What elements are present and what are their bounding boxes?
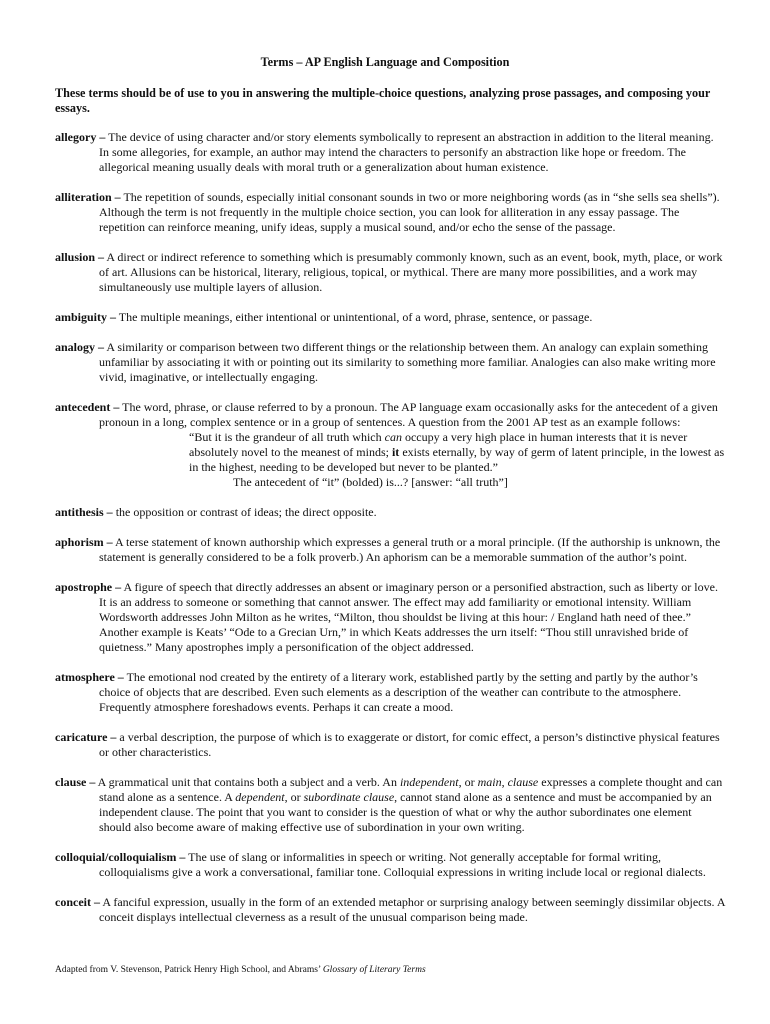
footer-text: Adapted from V. Stevenson, Patrick Henry High School, and Abrams’ xyxy=(55,965,323,975)
term: antecedent – xyxy=(55,400,120,414)
definition: the opposition or contrast of ideas; the direct opposite. xyxy=(112,505,377,519)
term: colloquial/colloquialism – xyxy=(55,850,186,864)
entry-conceit xyxy=(55,895,725,925)
term: allusion – xyxy=(55,250,105,264)
definition: a verbal description, the purpose of which is to exaggerate or distort, for comic effect, a person’s distinctive physical features or other characteristics. xyxy=(99,730,720,759)
quote-bold: it xyxy=(391,445,400,459)
definition: The emotional nod created by the entirety of a literary work, established partly by the setting and partly by the author’s choice of objects that are described. Even such elements as a description of the weather can contribute to the atmosphere. Frequently atmosphere foreshadows events. Perhaps it can create a mood. xyxy=(99,670,698,714)
term: allegory – xyxy=(55,130,106,144)
definition: The use of slang or informalities in speech or writing. Not generally acceptable for formal writing, colloquialisms give a work a conversational, familiar tone. Colloquial expressions in writing include local or regional dialects. xyxy=(99,850,706,879)
definition: The device of using character and/or story elements symbolically to represent an abstraction in addition to the literal meaning. In some allegories, for example, an author may intend the characters to personify an abstraction like hope or freedom. The allegorical meaning usually deals with moral truth or a generalization about human existence. xyxy=(99,130,714,174)
entry-ambiguity xyxy=(55,310,725,325)
definition: A terse statement of known authorship which expresses a general truth or a moral principle. (If the authorship is unknown, the statement is generally considered to be a folk proverb.) An aphorism can be a memorable summation of the author’s point. xyxy=(99,535,721,564)
term: clause – xyxy=(55,775,96,789)
quote-answer: The antecedent of “it” (bolded) is...? [answer: “all truth”] xyxy=(233,475,508,489)
entry-allegory xyxy=(55,130,725,175)
definition-italic: dependent xyxy=(235,790,285,804)
definition: A figure of speech that directly addresses an absent or imaginary person or a personified abstraction, such as liberty or love. It is an address to someone or something that cannot answer. The effect may add familiarity or emotional intensity. William Wordsworth addresses John Milton as he writes, “Milton, thou shouldst be living at this hour: / England hath need of thee.” Another example is Keats’ “Ode to a Grecian Urn,” in which Keats addresses the urn itself: “Thou still unravished bride of quietness.” Many apostrophes imply a personification of the object addressed. xyxy=(99,580,718,654)
term: analogy – xyxy=(55,340,105,354)
entry-atmosphere xyxy=(55,670,725,715)
term: ambiguity – xyxy=(55,310,117,324)
definition-italic: clause xyxy=(507,775,539,789)
quote-text: occupy a very high place in human interests that it is never absolutely novel to the meanest of minds; xyxy=(189,430,688,459)
definition-italic: main xyxy=(477,775,502,789)
entry-analogy xyxy=(55,340,725,385)
definition: A direct or indirect reference to something which is presumably commonly known, such as an event, book, myth, place, or work of art. Allusions can be historical, literary, religious, topical, or mythical. There are many more possibilities, and a work may simultaneously use multiple layers of allusion. xyxy=(99,250,723,294)
term: atmosphere – xyxy=(55,670,124,684)
term: apostrophe – xyxy=(55,580,122,594)
entry-caricature xyxy=(55,730,725,760)
entry-colloquialism xyxy=(55,850,725,880)
definition: The word, phrase, or clause referred to by a pronoun. The AP language exam occasionally asks for the antecedent of a given pronoun in a long, complex sentence or in a group of sentences. A question from the 2001 AP test as an example follows: xyxy=(99,400,718,429)
entry-aphorism xyxy=(55,535,725,565)
term: alliteration – xyxy=(55,190,121,204)
term: aphorism – xyxy=(55,535,113,549)
intro-paragraph: These terms should be of use to you in answering the multiple-choice questions, analyzing prose passages, and composing your essays. xyxy=(55,86,711,115)
definition-italic: independent xyxy=(399,775,459,789)
definition: A grammatical unit that contains both a subject and a verb. An xyxy=(95,775,400,789)
definition: A fanciful expression, usually in the form of an extended metaphor or surprising analogy between seemingly dissimilar objects. A conceit displays intellectual cleverness as a result of the unusual comparison being made. xyxy=(99,895,725,924)
entry-allusion xyxy=(55,250,725,295)
quote-italic: can xyxy=(384,430,402,444)
definition: , or xyxy=(458,775,478,789)
entry-alliteration xyxy=(55,190,725,235)
quote-text: exists eternally, by way of germ of latent principle, in the lowest as in the highest, needing to be developed but never to be planted.” xyxy=(189,445,725,474)
definition: , or xyxy=(284,790,304,804)
definition: expresses a complete thought and can stand alone as a sentence. A xyxy=(99,775,723,804)
entry-antithesis xyxy=(55,505,725,520)
entry-clause xyxy=(55,775,725,835)
page-title: Terms – AP English Language and Composition xyxy=(260,55,510,69)
definition: A similarity or comparison between two different things or the relationship between them. An analogy can explain something unfamiliar by associating it with or pointing out its similarity to something more familiar. Analogies can also make writing more vivid, imaginative, or intellectually engaging. xyxy=(99,340,716,384)
entry-apostrophe xyxy=(55,580,725,655)
definition: , cannot stand alone as a sentence and must be accompanied by an independent clause. The point that you want to consider is the question of what or why the author subordinates one element should also become aware of making effective use of subordination in your own writing. xyxy=(99,790,712,834)
footer-citation xyxy=(55,964,426,976)
definition: The multiple meanings, either intentional or unintentional, of a word, phrase, sentence, or passage. xyxy=(116,310,593,324)
antecedent-quote xyxy=(99,430,725,490)
definition-italic: subordinate clause xyxy=(303,790,395,804)
definition: The repetition of sounds, especially initial consonant sounds in two or more neighboring words (as in “she sells sea shells”). Although the term is not frequently in the multiple choice section, you can look for alliteration in any essay passage. The repetition can reinforce meaning, unify ideas, supply a musical sound, and/or echo the sense of the passage. xyxy=(99,190,720,234)
quote-text: “But it is the grandeur of all truth which xyxy=(189,430,385,444)
term: conceit – xyxy=(55,895,100,909)
term: caricature – xyxy=(55,730,117,744)
footer-italic: Glossary of Literary Terms xyxy=(322,965,426,975)
entry-antecedent xyxy=(55,400,725,490)
definition: , xyxy=(501,775,508,789)
term: antithesis – xyxy=(55,505,113,519)
glossary-list xyxy=(55,130,725,940)
